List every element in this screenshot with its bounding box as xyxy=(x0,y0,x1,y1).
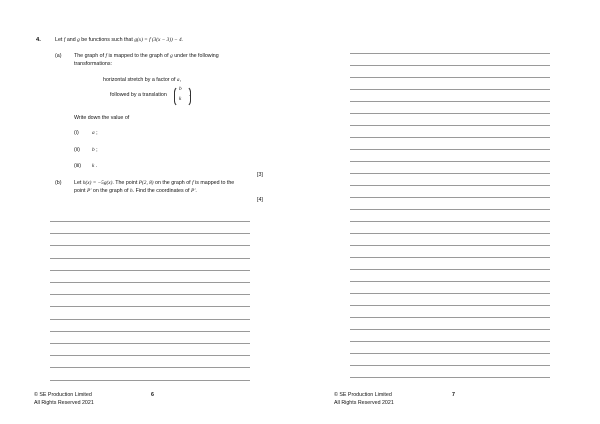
right-answer-line xyxy=(350,317,550,318)
right-answer-line xyxy=(350,77,550,78)
right-answer-line xyxy=(350,53,550,54)
right-answer-line xyxy=(350,341,550,342)
left-answer-line xyxy=(50,343,250,344)
left-answer-line xyxy=(50,367,250,368)
part-a-line1: The graph of f is mapped to the graph of g under the following xyxy=(74,53,219,59)
right-answer-line xyxy=(350,305,550,306)
left-answer-line xyxy=(50,355,250,356)
right-answer-line xyxy=(350,101,550,102)
vector-bottom: k xyxy=(179,96,182,102)
right-answer-line xyxy=(350,137,550,138)
footer-left-page-number: 6 xyxy=(151,392,154,398)
right-answer-line xyxy=(350,377,550,378)
right-answer-line xyxy=(350,149,550,150)
right-answer-line xyxy=(350,221,550,222)
right-answer-line xyxy=(350,197,550,198)
left-answer-line xyxy=(50,306,250,307)
right-answer-line xyxy=(350,185,550,186)
part-a-line2: transformations: xyxy=(74,61,112,67)
item-ii-value: b ; xyxy=(92,147,98,153)
right-answer-line xyxy=(350,161,550,162)
left-answer-line xyxy=(50,319,250,320)
part-a-label: (a) xyxy=(55,53,62,59)
item-ii-label: (ii) xyxy=(74,147,80,153)
left-answer-line xyxy=(50,245,250,246)
question-number: 4. xyxy=(36,37,41,43)
part-a-marks: [3] xyxy=(257,172,263,178)
item-iii-label: (iii) xyxy=(74,163,82,169)
footer-right-copyright: © SE Production Limited xyxy=(334,392,392,398)
left-answer-line xyxy=(50,282,250,283)
right-answer-line xyxy=(350,173,550,174)
right-answer-line xyxy=(350,245,550,246)
right-answer-line xyxy=(350,293,550,294)
left-answer-line xyxy=(50,270,250,271)
left-answer-line xyxy=(50,233,250,234)
right-answer-line xyxy=(350,353,550,354)
right-answer-line xyxy=(350,209,550,210)
left-answer-line xyxy=(50,380,250,381)
footer-left-copyright: © SE Production Limited xyxy=(34,392,92,398)
left-answer-line xyxy=(50,331,250,332)
right-answer-line xyxy=(350,125,550,126)
part-b-line1: Let h(x) = −5g(x). The point P(2, 8) on the graph of f is mapped to the xyxy=(74,180,235,186)
vector-top: b xyxy=(179,86,182,92)
right-answer-line xyxy=(350,281,550,282)
item-i-label: (i) xyxy=(74,130,79,136)
right-answer-line xyxy=(350,233,550,234)
right-answer-line xyxy=(350,365,550,366)
right-answer-line xyxy=(350,257,550,258)
item-iii-value: k . xyxy=(92,163,98,169)
write-down-text: Write down the value of xyxy=(74,115,130,121)
part-b-line2: point P′ on the graph of h. Find the coordinates of P′. xyxy=(74,188,197,194)
footer-right-page-number: 7 xyxy=(452,392,455,398)
right-answer-line xyxy=(350,329,550,330)
question-intro: Let f and g be functions such that g(x) = f (3(x − 3)) − 4. xyxy=(55,37,183,43)
footer-right-rights: All Rights Reserved 2021 xyxy=(334,400,394,406)
left-answer-line xyxy=(50,258,250,259)
left-answer-line xyxy=(50,294,250,295)
item-i-value: a ; xyxy=(92,130,98,136)
left-answer-line xyxy=(50,221,250,222)
right-answer-line xyxy=(350,113,550,114)
right-answer-line xyxy=(350,269,550,270)
part-b-label: (b) xyxy=(55,180,62,186)
right-answer-line xyxy=(350,65,550,66)
translation-text: followed by a translation xyxy=(110,92,167,98)
stretch-text: horizontal stretch by a factor of a, xyxy=(103,77,182,83)
part-b-marks: [4] xyxy=(257,197,263,203)
footer-left-rights: All Rights Reserved 2021 xyxy=(34,400,94,406)
right-answer-line xyxy=(350,89,550,90)
